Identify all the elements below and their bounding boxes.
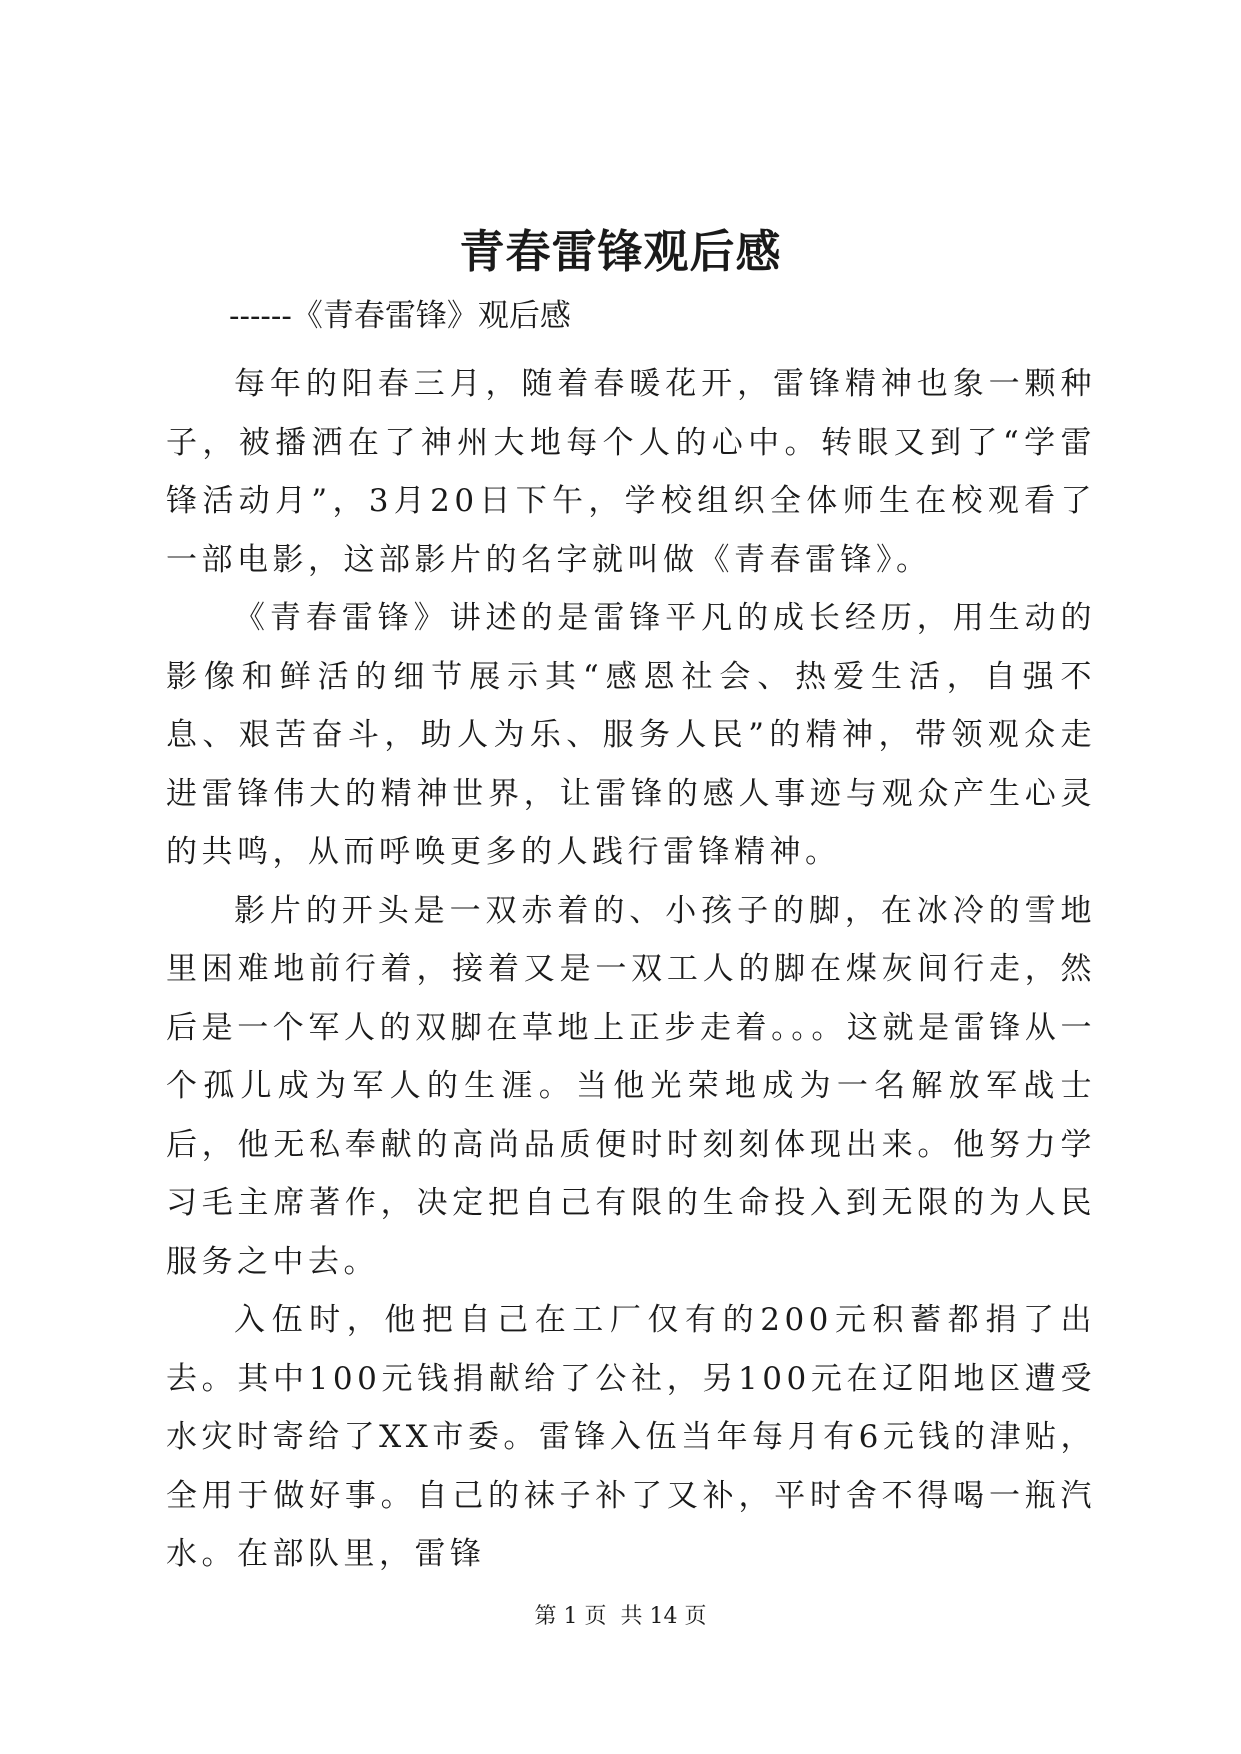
paragraph-2: 《青春雷锋》讲述的是雷锋平凡的成长经历，用生动的影像和鲜活的细节展示其“感恩社会、热爱生活，自强不息、艰苦奋斗，助人为乐、服务人民”的精神，带领观众走进雷锋伟大的精神世界，让雷锋的感人事迹与观众产生心灵的共鸣，从而呼唤更多的人践行雷锋精神。 <box>166 600 1096 870</box>
page-footer: 第 1 页 共 14 页 <box>534 1604 707 1629</box>
paragraph-3: 影片的开头是一双赤着的、小孩子的脚，在冰冷的雪地里困难地前行着，接着又是一双工人的脚在煤灰间行走，然后是一个军人的双脚在草地上正步走着。。。这就是雷锋从一个孤儿成为军人的生涯。当他光荣地成为一名解放军战士后，他无私奉献的高尚品质便时时刻刻体现出来。他努力学习毛主席著作，决定把自己有限的生命投入到无限的为人民服务之中去。 <box>166 892 1096 1280</box>
paragraph-4: 入伍时，他把自己在工厂仅有的200元积蓄都捐了出去。其中100元钱捐献给了公社，另100元在辽阳地区遭受水灾时寄给了XX市委。雷锋入伍当年每月有6元钱的津贴，全用于做好事。自己的袜子补了又补，平时舍不得喝一瓶汽水。在部队里，雷锋 <box>166 1302 1096 1572</box>
document-body <box>166 355 1096 1584</box>
document-title: 青春雷锋观后感 <box>459 225 782 278</box>
paragraph-1: 每年的阳春三月，随着春暖花开，雷锋精神也象一颗种子，被播洒在了神州大地每个人的心中。转眼又到了“学雷锋活动月”，3月20日下午，学校组织全体师生在校观看了一部电影，这部影片的名字就叫做《青春雷锋》。 <box>166 366 1096 578</box>
document-subtitle: ------《青春雷锋》观后感 <box>229 298 571 334</box>
